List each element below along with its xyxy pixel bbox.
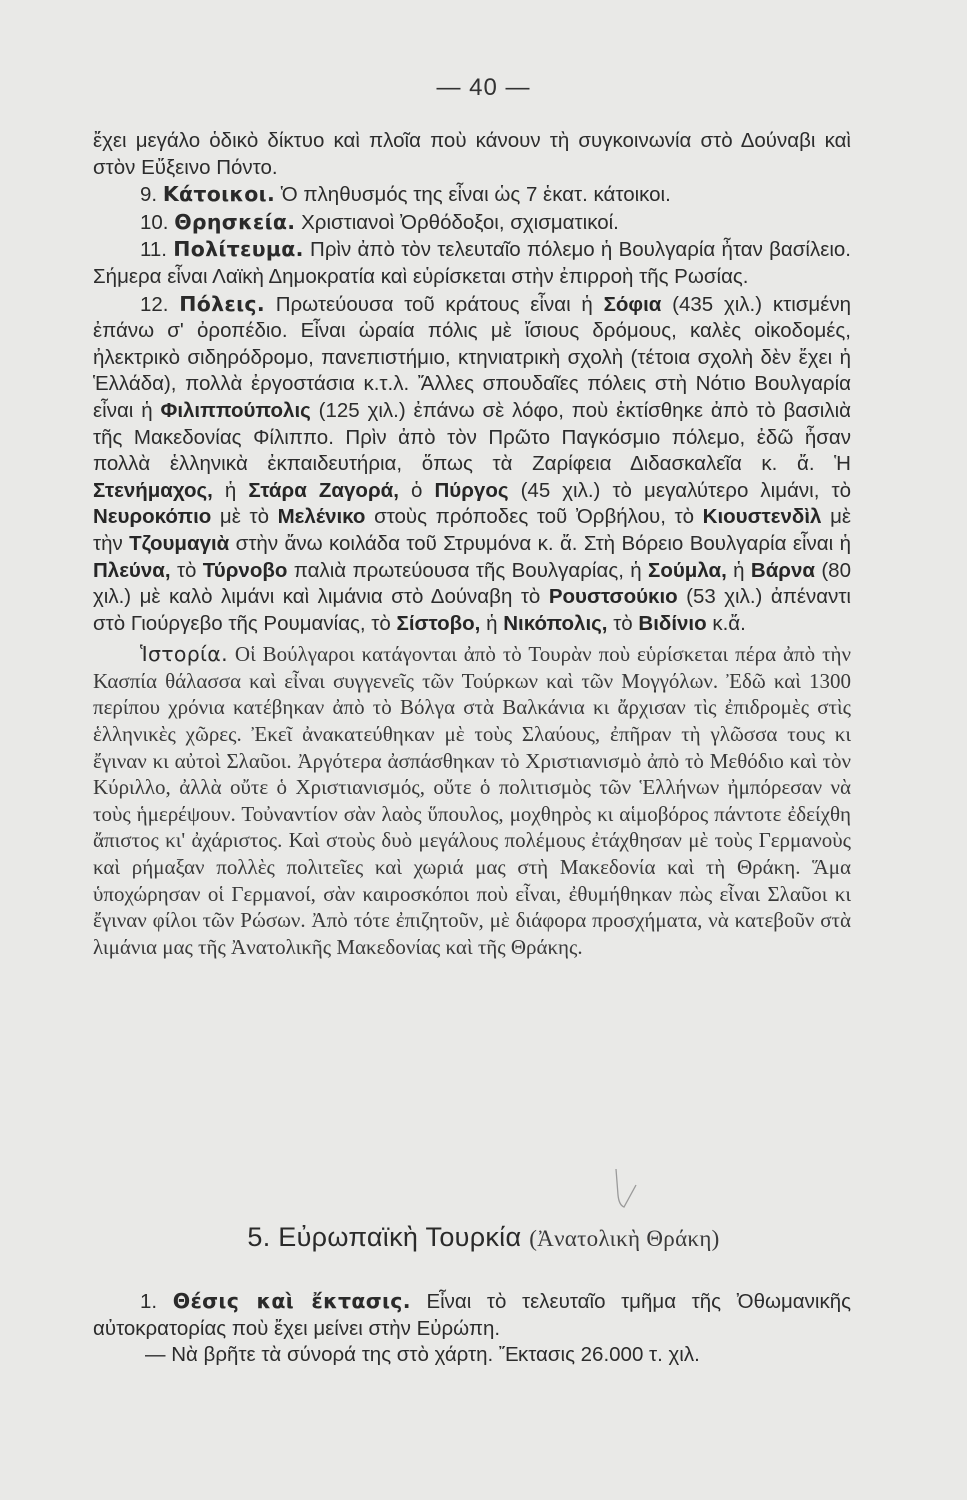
paragraph-inhabitants <box>93 181 851 209</box>
paragraph-religion <box>93 209 851 237</box>
government-text: Πρὶν ἀπὸ τὸν τελευταῖο πόλεμο ἡ Βουλγαρία ἦταν βασίλειο. Σήμερα εἶναι Λαϊκὴ Δημοκρατία καὶ εὑρίσκεται στὴν ἐπιρροὴ τῆς Ρωσίας. <box>93 238 851 288</box>
item-number: 11. <box>140 238 167 262</box>
cities-text: μὲ τὸ <box>219 505 269 529</box>
cities-text: στοὺς πρόποδες τοῦ Ὀρβήλου, τὸ <box>374 505 695 529</box>
city-sistovo: Σίστοβο, <box>396 611 481 635</box>
cities-text: ἡ <box>733 558 745 582</box>
heading-religion: Θρησκεία. <box>174 209 296 234</box>
text-block-turkey <box>93 1288 851 1369</box>
paragraph-cities <box>93 291 851 638</box>
pencil-mark-icon <box>612 1165 640 1211</box>
city-nevrokopi: Νευροκόπιο <box>93 505 212 529</box>
cities-text: Πρωτεύουσα τοῦ κράτους εἶναι ἡ <box>275 292 593 316</box>
paragraph-history <box>93 641 851 960</box>
city-plevna: Πλεύνα, <box>93 558 171 582</box>
city-stara-zagora: Στάρα Ζαγορά, <box>248 478 399 502</box>
history-text: Οἱ Βούλγαροι κατάγονται ἀπὸ τὸ Τουρὰν ποὺ εὑρίσκεται πέρα ἀπὸ τὴν Κασπία θάλασσα καὶ εἶναι συγγενεῖς τῶν Τούρκων καὶ τῶν Μογγόλων. Ἐδῶ καὶ 1300 περίπου χρόνια κατέβηκαν ἀπὸ τὸ Βόλγα στὰ Βαλκάνια κι ἄρχισαν τὶς ἐπιδρομὲς στὶς ἑλληνικὲς χῶρες. Ἐκεῖ ἀνακατεύθηκαν μὲ τοὺς Σλαύους, ἐπῆραν τὴ γλῶσσα τους κι ἔγιναν κι αὐτοὶ Σλαῦοι. Ἀργότερα ἀσπάσθηκαν τὸ Χριστιανισμὸ ἀπὸ τὸ Μεθόδιο καὶ τὸν Κύριλλο, ἀλλὰ οὔτε ὁ Χριστιανισμός, οὔτε ὁ πολιτισμὸς τῶν Ἑλλήνων ἠμπόρεσαν νὰ τοὺς ἡμερέψουν. Τοὐναντίον σὰν λαὸς ὕπουλος, μοχθηρὸς κι αἱμοβόρος πάντοτε ἐδείχθη ἄπιστος κι' ἀχάριστος. Καὶ στοὺς δυὸ μεγάλους πολέμους ἐτάχθησαν μὲ τοὺς Γερμανοὺς καὶ ρήμαξαν πολλὲς πολιτεῖες καὶ χωριά μας στὴ Μακεδονία καὶ τὴ Θράκη. Ἅμα ὑποχώρησαν οἱ Γερμανοί, σὰν καιροσκόποι ποὺ εἶναι, ἐθυμήθηκαν πὼς εἶναι Σλαῦοι κι ἔγιναν φίλοι τῶν Ρώσων. Ἀπὸ τότε ἐπιζητοῦν, μὲ διάφορα προσχήματα, νὰ κατεβοῦν στὰ λιμάνια μας τῆς Ἀνατολικῆς Μακεδονίας καὶ τῆς Θράκης. <box>93 642 852 959</box>
city-varna: Βάρνα <box>750 558 815 582</box>
heading-inhabitants: Κάτοικοι. <box>162 182 276 207</box>
text-block-bulgaria <box>93 128 851 960</box>
cities-text: ἡ <box>486 611 498 635</box>
city-meleniko: Μελένικο <box>277 505 366 529</box>
city-tzoumagia: Τζουμαγιὰ <box>129 531 230 555</box>
city-soumla: Σούμλα, <box>648 558 727 582</box>
heading-government: Πολίτευμα. <box>173 237 304 262</box>
cities-text: (125 χιλ.) ἐπάνω σὲ λόφο, ποὺ ἐκτίσθηκε ἀπὸ τὸ βασιλιὰ τῆς Μακεδονίας Φίλιππο. Πρὶν ἀπὸ τὸν Πρῶτο Παγκόσμιο πόλεμο, ἐδῶ ἦσαν πολλὰ ἑλληνικὰ ἐκπαιδευτήρια, ὅπως τὰ Ζαρίφεια Διδασκαλεῖα κ. ἄ. Ἡ <box>93 398 851 476</box>
cities-text: τὸ <box>176 558 197 582</box>
paragraph-position-extent <box>93 1288 851 1342</box>
cities-text: ἡ <box>224 478 237 502</box>
cities-text: παλιὰ πρωτεύουσα τῆς Βουλγαρίας, ἡ <box>293 558 642 582</box>
city-tyrnovo: Τύρνοβο <box>202 558 288 582</box>
inhabitants-text: Ὁ πληθυσμός της εἶναι ὡς 7 ἑκατ. κάτοικοι. <box>280 183 671 207</box>
heading-position-extent: Θέσις καὶ ἔκτασις. <box>172 1289 411 1313</box>
item-number: 9. <box>140 183 158 207</box>
heading-history: Ἱστορία. <box>140 642 228 667</box>
cities-text: (53 χιλ.) ἀπέναντι στὸ Γιούργεβο τῆς Ρουμανίας, τὸ <box>93 585 851 635</box>
city-sofia: Σόφια <box>603 292 662 316</box>
cities-text: μὲ τὴν <box>93 505 852 555</box>
section-title-subtitle: (Ἀνατολικὴ Θράκη) <box>529 1226 720 1251</box>
cities-text: κ.ἄ. <box>712 611 746 635</box>
section-title <box>0 1222 967 1253</box>
city-philippoupolis: Φιλιππούπολις <box>160 398 311 422</box>
city-stenimachos: Στενήμαχος, <box>93 478 213 502</box>
item-number: 12. <box>140 292 169 316</box>
religion-text: Χριστιανοὶ Ὀρθόδοξοι, σχισματικοί. <box>301 210 619 234</box>
cities-text: ὁ <box>411 478 423 502</box>
city-pyrgos: Πύργος <box>434 478 509 502</box>
cities-text: (80 χιλ.) μὲ καλὸ λιμάνι καὶ λιμάνια στὸ Δούναβη τὸ <box>93 558 851 609</box>
city-roustsouki: Ρουστσούκιο <box>548 585 678 609</box>
cities-text: (435 χιλ.) κτισμένη ἐπάνω σ' ὀροπέδιο. Εἶναι ὡραία πόλις μὲ ἴσιους δρόμους, καλὲς οἰκοδομές, ἠλεκτρικὸ σιδηρόδρομο, πανεπιστήμιο, κτηνιατρικὴ σχολὴ (τέτοια σχολὴ δὲν ἔχει ἡ Ἑλλάδα), πολλὰ ἐργοστάσια κ.τ.λ. Ἄλλες σπουδαῖες πόλεις στὴ Νότιο Βουλγαρία εἶναι ἡ <box>93 292 851 422</box>
item-number: 10. <box>140 210 169 234</box>
city-kioustendil: Κιουστενδὶλ <box>702 505 822 529</box>
intro-paragraph: ἔχει μεγάλο ὁδικὸ δίκτυο καὶ πλοῖα ποὺ κάνουν τὴ συγκοινωνία στὸ Δούναβι καὶ στὸν Εὔξεινο Πόντο. <box>93 129 851 179</box>
exercise-line: — Νὰ βρῆτε τὰ σύνορά της στὸ χάρτη. Ἔκτασις 26.000 τ. χιλ. <box>145 1343 700 1367</box>
heading-cities: Πόλεις. <box>179 291 265 316</box>
position-extent-text: Εἶναι τὸ τελευταῖο τμῆμα τῆς Ὀθωμανικῆς αὐτοκρατορίας ποὺ ἔχει μείνει στὴν Εὐρώπη. <box>93 1290 851 1340</box>
page-number: — 40 — <box>436 74 531 101</box>
cities-text: (45 χιλ.) τὸ μεγαλύτερο λιμάνι, τὸ <box>520 478 851 502</box>
section-title-main: 5. Εὐρωπαϊκὴ Τουρκία <box>247 1222 522 1252</box>
cities-text: στὴν ἄνω κοιλάδα τοῦ Στρυμόνα κ. ἄ. Στὴ Βόρειο Βουλγαρία εἶναι ἡ <box>235 531 851 555</box>
city-vidinio: Βιδίνιο <box>638 611 707 635</box>
cities-text: τὸ <box>613 611 633 635</box>
item-number: 1. <box>140 1290 158 1313</box>
paragraph-government <box>93 236 851 290</box>
city-nikopolis: Νικόπολις, <box>503 611 608 635</box>
